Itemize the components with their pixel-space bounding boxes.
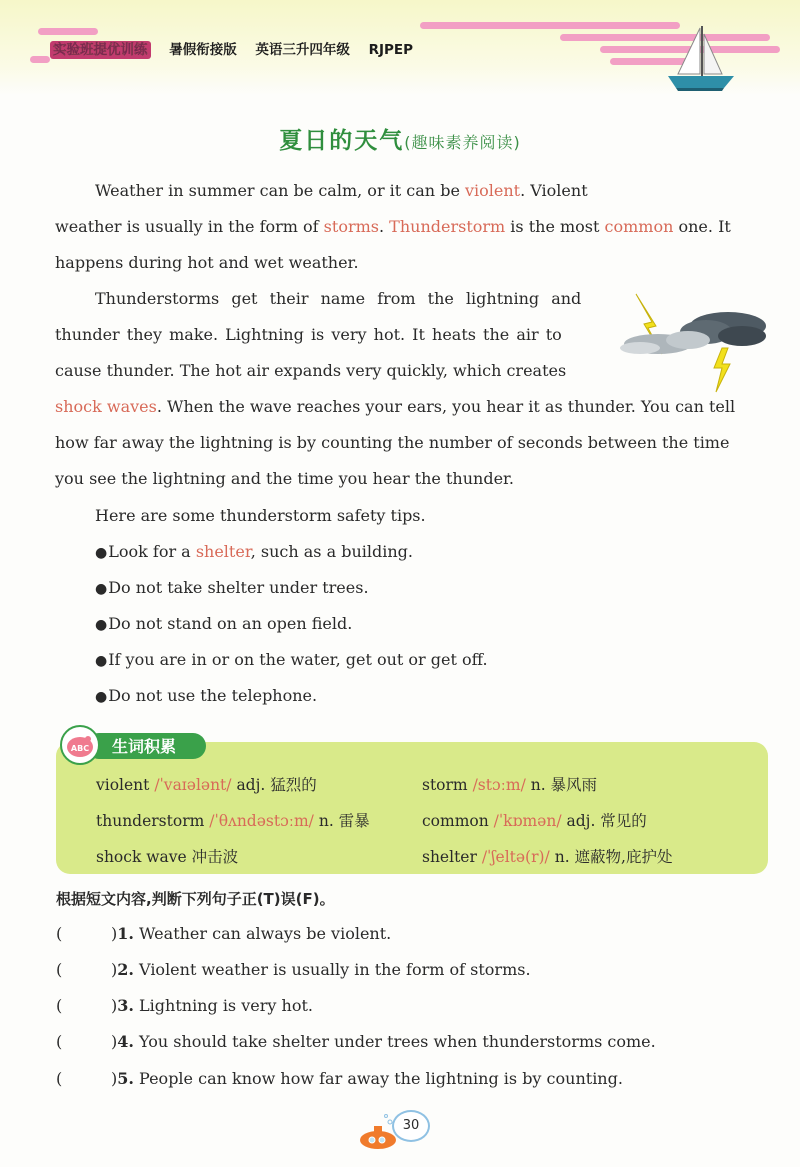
bullet-icon: ●: [95, 653, 108, 669]
question-row: [56, 1032, 656, 1051]
text: one. It: [673, 217, 731, 236]
text: (: [56, 1032, 63, 1051]
text: Do not stand on an open field.: [108, 614, 353, 633]
text: (: [56, 924, 63, 943]
series-name: 实验班提优训练: [50, 41, 151, 59]
passage-line: Thunderstorms get their name from the lightning and: [95, 289, 582, 308]
vocab-word: common: [422, 812, 489, 830]
highlight-word: shelter: [195, 542, 251, 561]
text: (: [56, 1069, 63, 1088]
vocab-phonetic: /ˈʃeltə(r)/: [481, 848, 550, 866]
vocab-word: thunderstorm: [96, 812, 205, 830]
grade-label: 英语三升四年级: [255, 42, 350, 58]
passage-line: [55, 397, 735, 416]
question-row: [56, 1069, 623, 1088]
text: ): [111, 996, 118, 1015]
answer-blank[interactable]: [56, 924, 111, 943]
text: ): [111, 1032, 118, 1051]
decor-stripe: [30, 56, 50, 63]
vocab-entry: [96, 809, 370, 831]
page-title: [0, 122, 800, 155]
question-number: 3.: [117, 996, 134, 1015]
text: is the most: [505, 217, 605, 236]
highlight-word: common: [604, 217, 674, 236]
bullet-icon: ●: [95, 689, 108, 705]
vocab-entry: [96, 845, 238, 867]
passage-line: happens during hot and wet weather.: [55, 253, 359, 272]
question-text: Weather can always be violent.: [133, 924, 392, 943]
text: Do not take shelter under trees.: [108, 578, 369, 597]
passage-line: [55, 217, 731, 236]
text: (: [56, 960, 63, 979]
vocab-entry: [422, 845, 672, 867]
highlight-word: violent: [465, 181, 521, 200]
text: Weather in summer can be calm, or it can be: [95, 181, 465, 200]
vocab-word: storm: [422, 776, 468, 794]
exercise-instruction: 根据短文内容,判断下列句子正(T)误(F)。: [56, 890, 335, 908]
vocab-meaning: n. 遮蔽物,庇护处: [549, 848, 673, 866]
text: . Violent: [520, 181, 588, 200]
safety-tip: [95, 650, 488, 669]
safety-tip: [95, 614, 352, 633]
vocab-word: shelter: [422, 848, 477, 866]
decor-stripe: [420, 22, 680, 29]
question-number: 4.: [117, 1032, 134, 1051]
question-number: 1.: [117, 924, 134, 943]
vocab-meaning: n. 暴风雨: [525, 776, 598, 794]
text: weather is usually in the form of: [55, 217, 324, 236]
text: . When the wave reaches your ears, you hear it as thunder. You can tell: [156, 397, 736, 416]
passage-line: thunder they make. Lightning is very hot. It heats the air to: [55, 325, 562, 344]
vocab-phonetic: /stɔːm/: [472, 776, 526, 794]
text: If you are in or on the water, get out or get off.: [108, 650, 488, 669]
vocab-phonetic: /ˈθʌndəstɔːm/: [209, 812, 314, 830]
safety-tip: [95, 686, 317, 705]
highlight-word: shock waves: [55, 397, 157, 416]
answer-blank[interactable]: [56, 996, 111, 1015]
title-subtitle: (趣味素养阅读): [404, 133, 521, 152]
question-text: Violent weather is usually in the form of storms.: [133, 960, 531, 979]
thunderstorm-illustration: [618, 288, 768, 396]
vocab-phonetic: /ˈvaɪələnt/: [154, 776, 232, 794]
highlight-word: Thunderstorm: [389, 217, 506, 236]
text: .: [378, 217, 390, 236]
vocab-meaning: n. 雷暴: [313, 812, 370, 830]
question-number: 5.: [117, 1069, 134, 1088]
vocabulary-heading: 生词积累: [112, 737, 177, 756]
vocab-meaning: adj. 猛烈的: [231, 776, 317, 794]
vocab-entry: [422, 773, 597, 795]
edition-label: 暑假衔接版: [169, 42, 237, 58]
edition-code: RJPEP: [368, 42, 414, 58]
running-header: [50, 38, 427, 58]
text: Look for a: [108, 542, 196, 561]
title-main: 夏日的天气: [279, 128, 405, 154]
question-row: [56, 960, 531, 979]
sailboat-illustration: [664, 22, 764, 92]
passage-line: [95, 181, 588, 200]
question-row: [56, 924, 391, 943]
text: (: [56, 996, 63, 1015]
answer-blank[interactable]: [56, 960, 111, 979]
vocab-entry: [422, 809, 647, 831]
page-number: 30: [392, 1110, 430, 1142]
bullet-icon: ●: [95, 617, 108, 633]
question-text: People can know how far away the lightning is by counting.: [133, 1069, 623, 1088]
vocab-meaning: adj. 常见的: [561, 812, 647, 830]
question-text: Lightning is very hot.: [133, 996, 313, 1015]
vocab-entry: [96, 773, 317, 795]
bullet-icon: ●: [95, 545, 108, 561]
text: ): [111, 960, 118, 979]
safety-tip: [95, 542, 413, 561]
vocab-word: shock wave: [96, 848, 187, 866]
answer-blank[interactable]: [56, 1069, 111, 1088]
text: ): [111, 924, 118, 943]
badge-text: ABC: [70, 744, 90, 753]
text: ): [111, 1069, 118, 1088]
text: Do not use the telephone.: [108, 686, 318, 705]
vocab-word: violent: [96, 776, 150, 794]
highlight-word: storms: [323, 217, 379, 236]
passage-line: Here are some thunderstorm safety tips.: [95, 506, 426, 525]
passage-line: how far away the lightning is by counting the number of seconds between the time: [55, 433, 730, 452]
vocab-meaning: 冲击波: [186, 848, 239, 866]
question-row: [56, 996, 313, 1015]
decor-stripe: [38, 28, 98, 35]
question-text: You should take shelter under trees when thunderstorms come.: [133, 1032, 656, 1051]
vocab-phonetic: /ˈkɒmən/: [493, 812, 562, 830]
text: , such as a building.: [250, 542, 413, 561]
question-number: 2.: [117, 960, 134, 979]
safety-tip: [95, 578, 369, 597]
answer-blank[interactable]: [56, 1032, 111, 1051]
bullet-icon: ●: [95, 581, 108, 597]
passage-line: cause thunder. The hot air expands very quickly, which creates: [55, 361, 567, 380]
passage-line: you see the lightning and the time you hear the thunder.: [55, 469, 515, 488]
